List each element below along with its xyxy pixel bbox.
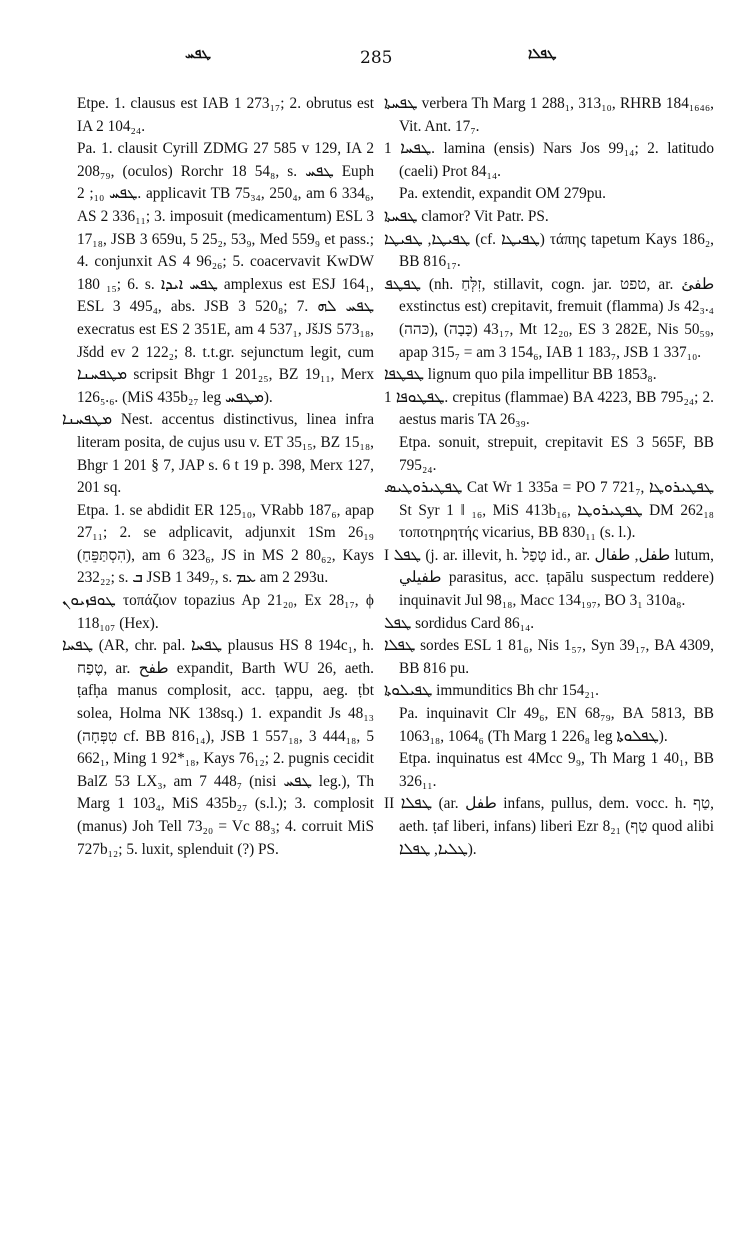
entry-immunditics: ܛܦܝܠܘܬܐ immunditics Bh chr 154₂₁. bbox=[384, 682, 599, 700]
entry-tpl-one: I ܛܦܠ (j. ar. illevit, h. טָפַל id., ar. طفل, طفال lutum, طفيلي parasitus, acc. ṭapālu suspectum reddere) inquinavit Jul 98₁₈, Macc 134₁₉₇, BO 3₁ 310a₈. bbox=[384, 546, 715, 610]
entry-lignum: ܛܦܛܦܐ lignum quo pila impellitur BB 1853₈. bbox=[384, 366, 657, 384]
left-column bbox=[62, 93, 374, 861]
entry-topazion: ܛܘܦܙܝܘܢ τοπάζιον topazius Ap 21₂₀, Ex 28₁₇, ϕ 118₁₀₇ (Hex). bbox=[62, 592, 374, 632]
entry-etpa-sonuit: Etpa. sonuit, strepuit, crepitavit ES 3 565F, BB 795₂₄. bbox=[399, 433, 714, 474]
header-right-word: ܛܦܠܐ bbox=[528, 46, 557, 62]
entry-etpa-inquinatus: Etpa. inquinatus est 4Mcc 9₉, Th Marg 1 40₁, BB 326₁₁. bbox=[399, 750, 714, 790]
entry-lamina: ܛܦܚܐ 1. lamina (ensis) Nars Jos 99₁₄; 2. latitudo (caeli) Prot 84₁₄. bbox=[384, 140, 714, 180]
entry-crepitus: ܛܦܛܘܦܐ 1. crepitus (flammae) BA 4223, BB 795₂₄; 2. aestus maris TA 26₃₉. bbox=[384, 388, 714, 429]
entry-clamor: ܛܦܚܬܐ clamor? Vit Patr. PS. bbox=[384, 207, 549, 225]
entry-verbera: ܛܦܚܬܐ verbera Th Marg 1 288₁, 313₁₀, RHRB 184₁₆₄₆, Vit. Ant. 17₇. bbox=[384, 95, 714, 135]
entry-pa-inquinavit: Pa. inquinavit Clr 49₆, EN 68₇₉, BA 5813, BB 1063₁₈, 1064₆ (Th Marg 1 226₈ leg ܛܦܠܘܬܐ). bbox=[399, 705, 714, 745]
page-header bbox=[70, 46, 710, 76]
page-number: 285 bbox=[360, 48, 393, 68]
header-left-word: ܛܦܚ bbox=[185, 46, 212, 62]
entry-sordes: ܛܦܠܐ sordes ESL 1 81₆, Nis 1₅₇, Syn 39₁₇, BA 4309, BB 816 pu. bbox=[384, 637, 714, 677]
entry-tapetum: ܛܦܝܛܐ, ܛܦܝܛܐ (cf. ܛܦܝܛܐ) τάπης tapetum Kays 186₂, BB 816₁₇. bbox=[384, 230, 714, 271]
entry-sordidus: ܛܦܠ sordidus Card 86₁₄. bbox=[384, 614, 535, 632]
entry-pa: Pa. 1. clausit Cyrill ZDMG 27 585 v 129, IA 2 208₇₉, (oculos) Rorchr 18 54₈, s. ܛܦܚ Euph ܛܦܚ ₁₀; 2. applicavit TB 75₃₄, 250₄, am 6 334₆, AS 2 336₁₁; 3. imposuit (medicamentum) ESL 3 17₁₈, JSB 3 659u, 5 25₂, 53₉, Med 559₉ et pass.; 4. conjunxit AS 4 96₂₆; 5. coacervavit KwDW 180 ₁₅; 6. s. ܛܦܚ ܐܝܕܐ amplexus est ESJ 164₁, ESL 3 495₄, abs. JSB 3 520₈; 7. ܛܦܚ ܠܗ execratus est ES 2 351E, am 4 537₁, JšJS 573₁₈, Jšdd ev 2 122₂; 8. t.t.gr. sejunctum legit, cum ܡܛܦܚܢܐ scripsit Bhgr 1 201₂₅, BZ 19₁₁, Merx 126₅.₆. (MiS 435b₂₇ leg ܡܛܦܚ). bbox=[77, 140, 375, 406]
entry-tpl-two: II ܛܦܠܐ (ar. طفل infans, pullus, dem. vocc. h. טַף, aeth. ṭaf liberi, infans) liberi Ezr 8₂₁ (טַף quod alibi ܛܠܝܐ, ܛܦܠܐ). bbox=[384, 795, 714, 858]
entry-tpah: ܛܦܚܐ (AR, chr. pal. ܛܦܚܐ plausus HS 8 194c₁, h. טֶפַח, ar. طفح expandit, Barth WU 26, aeth. ṭafḥa manus complosit, acc. ṭappu, aeg. ṭbt solea, Holma NK 138sq.) 1. expandit Js 48₁₃ (טִפְּחָה cf. BB 816₁₄), JSB 1 557₁₈, 3 444₁₈, 5 662₁, Ming 1 92*₁₈, Kays 76₁₂; 2. pugnis cecidit BalZ 53 LX₃, am 7 448₇ (nisi ܛܦܚ leg.), Th Marg 1 103₄, MiS 435b₂₇ (s.l.); 3. complosit (manus) Joh Tell 73₂₀ = Vc 88₃; 4. corruit MiS 727b₁₂; 5. luxit, splenduit (?) PS. bbox=[62, 637, 375, 858]
entry-pa-extendit: Pa. extendit, expandit OM 279pu. bbox=[399, 185, 606, 203]
entry-etpe: Etpe. 1. clausus est IAB 1 273₁₇; 2. obrutus est IA 2 104₂₄. bbox=[77, 95, 374, 135]
entry-mtaphana: ܡܛܦܚܢܐ Nest. accentus distinctivus, linea infra literam posita, de cujus usu v. ET 35₁₅, BZ 15₁₈, Bhgr 1 201 § 7, JAP s. 6 t 19 p. 398, Merx 127, 201 sq. bbox=[62, 411, 374, 497]
entry-topoteretes: ܛܦܛܝܪܘܛܝܣ Cat Wr 1 335a = PO 7 721₇, ܛܦܛܝܪܘܛܐ St Syr 1 ‖ ₁₆, MiS 413b₁₆, ܛܦܛܝܪܘܛܐ DM 262₁₈ τοποτηρητής vicarius, BB 830₁₁ (s. l.). bbox=[384, 479, 714, 542]
right-column bbox=[384, 93, 714, 861]
entry-etpa: Etpa. 1. se abdidit ER 125₁₀, VRabb 187₆, apap 27₁₁; 2. se adplicavit, adjunxit 1Sm 26₁₉ (הִסְתַּפֵּחַ), am 6 323₆, JS in MS 2 80₆₂, Kays 232₂₂; s. ܒ JSB 1 349₇, s. ܥܡ am 2 293u. bbox=[77, 501, 374, 587]
entry-tptp: ܛܦܛܦ (nh. זִלְּחַ, stillavit, cogn. jar. טפט, ar. طفئ exstinctus est) crepitavit, fremuit (flamma) Js 42₃.₄ (כּהה), 43₁₇ (כָּבָה), Mt 12₂₀, ES 3 282E, Nis 50₅₉, apap 315₇ = am 3 154₆, IAB 1 183₇, JSB 1 337₁₀. bbox=[384, 275, 714, 361]
